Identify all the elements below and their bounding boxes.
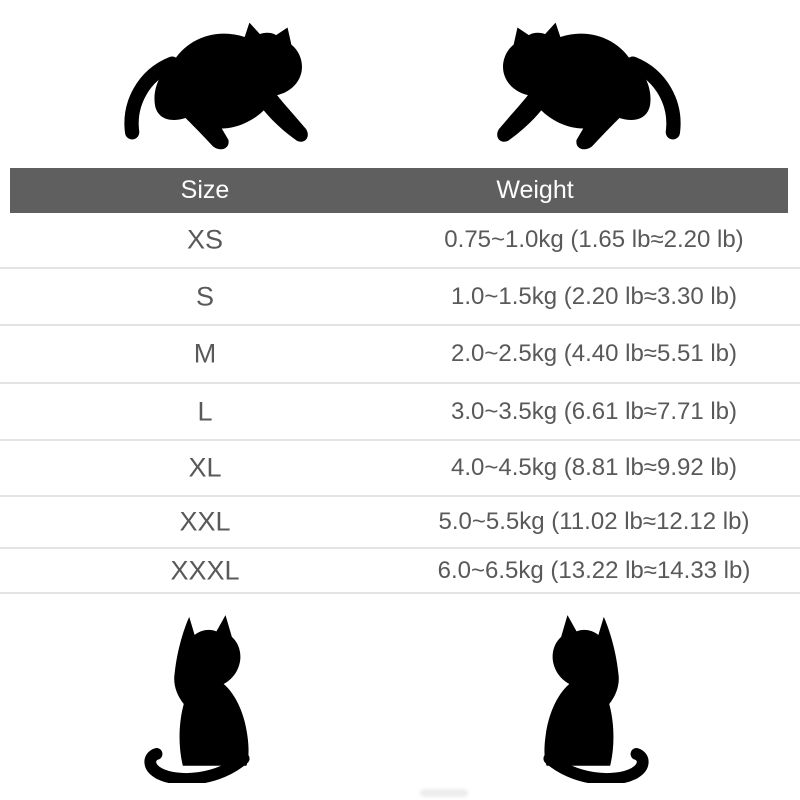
sitting-cat-icon (142, 606, 260, 783)
weight-cell: 6.0~6.5kg (13.22 lb≈14.33 lb) (437, 556, 751, 584)
size-chart-table (0, 213, 800, 594)
sitting-cat-mirrored-icon (533, 606, 651, 783)
weight-cell: 3.0~3.5kg (6.61 lb≈7.71 lb) (450, 397, 738, 425)
table-header (10, 168, 788, 213)
table-row (0, 269, 800, 326)
header-size-label: Size (180, 176, 230, 204)
table-row (0, 213, 800, 269)
table-row (0, 326, 800, 384)
table-row (0, 497, 800, 549)
crouching-cat-mirrored-icon (487, 16, 689, 159)
table-row (0, 384, 800, 441)
weight-cell: 4.0~4.5kg (8.81 lb≈9.92 lb) (450, 454, 738, 481)
size-cell: XXL (179, 506, 231, 537)
size-cell: M (193, 338, 217, 369)
header-weight-label: Weight (496, 176, 574, 204)
size-cell: XS (186, 224, 224, 255)
table-row (0, 549, 800, 594)
size-cell: XL (188, 452, 222, 483)
crouching-cat-icon (116, 16, 318, 159)
table-row (0, 441, 800, 497)
cropped-edge-artifact (420, 789, 468, 797)
size-cell: XXXL (170, 555, 240, 585)
weight-cell: 2.0~2.5kg (4.40 lb≈5.51 lb) (450, 340, 738, 367)
size-cell: S (195, 281, 214, 311)
weight-cell: 0.75~1.0kg (1.65 lb≈2.20 lb) (444, 226, 744, 253)
weight-cell: 1.0~1.5kg (2.20 lb≈3.30 lb) (450, 282, 738, 310)
size-cell: L (197, 396, 213, 426)
weight-cell: 5.0~5.5kg (11.02 lb≈12.12 lb) (438, 508, 750, 535)
